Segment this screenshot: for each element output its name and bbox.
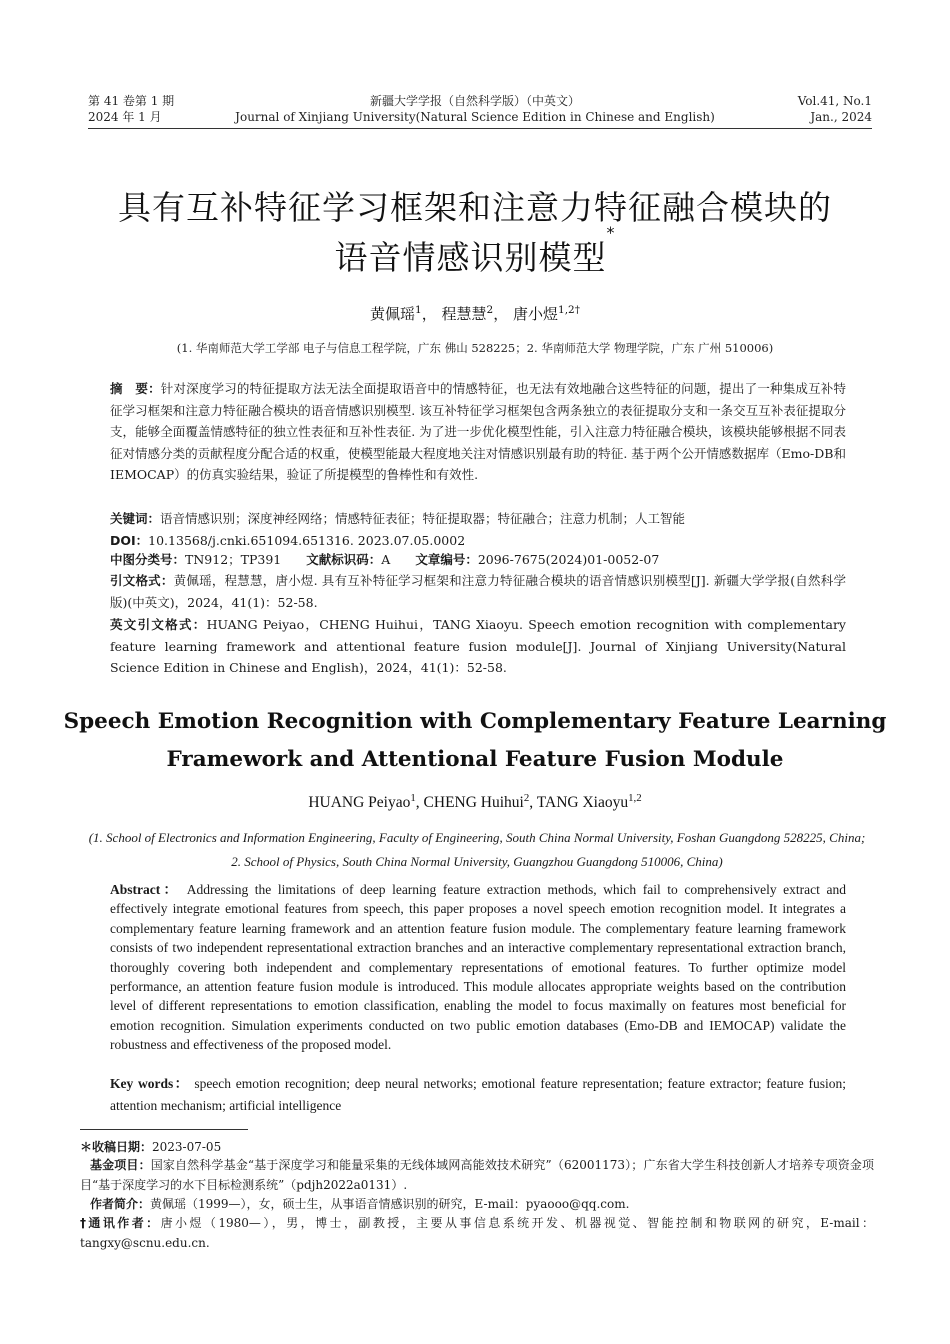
author-en-2: CHENG Huihui — [423, 794, 524, 811]
citation-en-text: HUANG Peiyao，CHENG Huihui，TANG Xiaoyu. Speech emotion recognition with complementary feature learning framework and attentional feature fusion module[J]. Journal of Xinjiang University(Natural Science Edition in Chinese and English)，2024，41(1)：52-58. — [110, 617, 846, 675]
header-date-cn: 2024 年 1 月 — [88, 110, 162, 124]
title-cn-line2-wrap — [60, 223, 890, 283]
keywords-cn-label: 关键词： — [110, 511, 161, 526]
header-volume — [798, 93, 872, 125]
citation-en — [110, 614, 846, 679]
footnote-fund — [80, 1156, 874, 1195]
article-no-label: 文章编号： — [415, 552, 478, 567]
author-cn-2: 程慧慧 — [441, 305, 487, 323]
clc-value: TN912；TP391 — [185, 552, 282, 567]
classification — [110, 549, 846, 571]
doc-code-value: A — [381, 552, 391, 567]
received-label: ＊收稿日期： — [80, 1140, 153, 1154]
footnote-received — [80, 1138, 874, 1158]
title-cn — [60, 183, 890, 283]
keywords-en-text: speech emotion recognition; deep neural networks; emotional feature representation; feature extractor; feature fusion; attention mechanism; artificial intelligence — [110, 1076, 846, 1113]
author-bio-text: 黄佩瑶（1999—），女，硕士生，从事语音情感识别的研究，E-mail：pyaooo@qq.com. — [150, 1197, 630, 1211]
fund-text: 国家自然科学基金“基于深度学习和能量采集的无线体域网高能效技术研究”（62001173）；广东省大学生科技创新人才培养专项资金项目“基于深度学习的水下目标检测系统”（pdjh2022a0131）. — [80, 1158, 874, 1192]
title-en-line2: Framework and Attentional Feature Fusion Module — [166, 747, 784, 772]
header-journal-en: Journal of Xinjiang University(Natural Science Edition in Chinese and English) — [235, 110, 715, 124]
title-en-line1: Speech Emotion Recognition with Complementary Feature Learning — [63, 709, 887, 734]
doc-code-label: 文献标识码： — [306, 552, 382, 567]
abstract-en-text: Addressing the limitations of deep learning feature extraction methods, which fail to comprehensively extract and effectively integrate emotional features from speech, this paper proposes a novel speech emotion recognition model. It integrates a complementary feature learning framework and an attention feature fusion module. The complementary feature learning framework consists of two independent representational extraction branches and an interactive complementary representational extraction branch, thoroughly covering both independent and complementary representations of emotional features. To further optimize model performance, an attention feature fusion module is introduced. This module allocates appropriate weights based on the contribution level of different representations to emotion classification, enabling the model to focus maximally on features most beneficial for emotion recognition. Simulation experiments conducted on two public emotion databases (Emo-DB and IEMOCAP) validate the robustness and effectiveness of the proposed model. — [110, 882, 846, 1053]
author-en-3: TANG Xiaoyu — [536, 794, 629, 811]
header-journal-cn: 新疆大学学报（自然科学版）（中英文） — [369, 94, 580, 108]
keywords-cn — [110, 508, 846, 530]
author-en-2-sup: 2 — [523, 791, 530, 804]
abstract-cn-label: 摘 要： — [110, 381, 161, 396]
title-cn-line1: 具有互补特征学习框架和注意力特征融合模块的 — [118, 188, 832, 227]
authors-en: HUANG Peiyao$^1$, CHENG Huihui$^2$, TANG Xiaoyu$^{1,2}$ — [308, 791, 642, 811]
clc-label: 中图分类号： — [110, 552, 186, 567]
keywords-en-label: Key words： — [110, 1076, 190, 1091]
affiliation-cn: (1. 华南师范大学工学部 电子与信息工程学院，广东 佛山 528225；2. 华南师范大学 物理学院，广东 广州 510006) — [176, 341, 774, 355]
abstract-cn-text: 针对深度学习的特征提取方法无法全面提取语音中的情感特征，也无法有效地融合这些特征的问题，提出了一种集成互补特征学习框架和注意力特征融合模块的语音情感识别模型. 该互补特征学习框架包含两条独立的表征提取分支和一条交互互补表征提取分支，能够全面覆盖情感特征的独立性表征和互补性表征. 为了进一步优化模型性能，引入注意力特征融合模块，该模块能够根据不同表征对情感分类的贡献程度分配合适的权重，使模型能最大程度地关注对情感识别最有助的特征. 基于两个公开情感数据库（Emo-DB和IEMOCAP）的仿真实验结果，验证了所提模型的鲁棒性和有效性. — [110, 381, 846, 482]
author-cn-2-sup: 2 — [486, 304, 494, 316]
abstract-cn — [110, 378, 846, 486]
header-rule — [88, 128, 872, 129]
citation-cn-label: 引文格式： — [110, 573, 174, 588]
title-en — [60, 703, 890, 779]
corresponding-label: †通讯作者： — [80, 1216, 161, 1230]
author-en-1: HUANG Peiyao — [308, 794, 411, 811]
keywords-en — [110, 1073, 846, 1117]
author-cn-3-sup: 1,2† — [558, 304, 580, 316]
author-bio-label: 作者简介： — [90, 1197, 151, 1211]
article-no-value: 2096-7675(2024)01-0052-07 — [477, 552, 660, 567]
abstract-en — [110, 880, 846, 1055]
citation-cn — [110, 570, 846, 613]
footnote-rule — [80, 1129, 248, 1130]
author-cn-1: 黄佩瑶 — [370, 305, 416, 323]
footnote-corresponding — [80, 1214, 874, 1253]
affiliation-en: (1. School of Electronics and Information Engineering, Faculty of Engineering, South China Normal University, Foshan Guangdong 528225, China; 2. School of Physics, South China Normal University, Guangzhou Guangdong 510006, China) — [88, 830, 866, 869]
header-date-en: Jan., 2024 — [810, 110, 872, 124]
doi-text: 10.13568/j.cnki.651094.651316. 2023.07.05.0002 — [148, 533, 466, 548]
header-issue-cn: 第 41 卷第 1 期 — [88, 94, 175, 108]
author-cn-1-sup: 1 — [415, 304, 422, 316]
received-date: 2023-07-05 — [152, 1140, 222, 1154]
citation-en-label: 英文引文格式： — [110, 617, 207, 632]
abstract-en-label: Abstract： — [110, 882, 181, 897]
keywords-cn-text: 语音情感识别；深度神经网络；情感特征表征；特征提取器；特征融合；注意力机制；人工智能 — [160, 511, 686, 526]
fund-label: 基金项目： — [90, 1158, 151, 1172]
doi-label: DOI： — [110, 533, 149, 548]
footnote-author — [80, 1195, 874, 1215]
corresponding-text: 唐小煜（1980—），男，博士，副教授，主要从事信息系统开发、机器视觉、智能控制和物联网的研究，E-mail：tangxy@scnu.edu.cn. — [80, 1216, 874, 1250]
authors-cn: 黄佩瑶$^1$， 程慧慧$^2$， 唐小煜$^{1,2\dagger}$ — [370, 304, 580, 323]
author-cn-3: 唐小煜 — [513, 305, 559, 323]
title-cn-line2: 语音情感识别模型 — [334, 238, 607, 277]
header-volume-en: Vol.41, No.1 — [797, 94, 872, 108]
author-en-3-sup: 1,2 — [628, 791, 642, 804]
citation-cn-text: 黄佩瑶，程慧慧，唐小煜. 具有互补特征学习框架和注意力特征融合模块的语音情感识别模型[J]. 新疆大学学报(自然科学版)(中英文)，2024，41(1)：52-58. — [110, 573, 846, 610]
title-footnote-mark: * — [606, 223, 616, 242]
author-en-1-sup: 1 — [410, 791, 416, 804]
